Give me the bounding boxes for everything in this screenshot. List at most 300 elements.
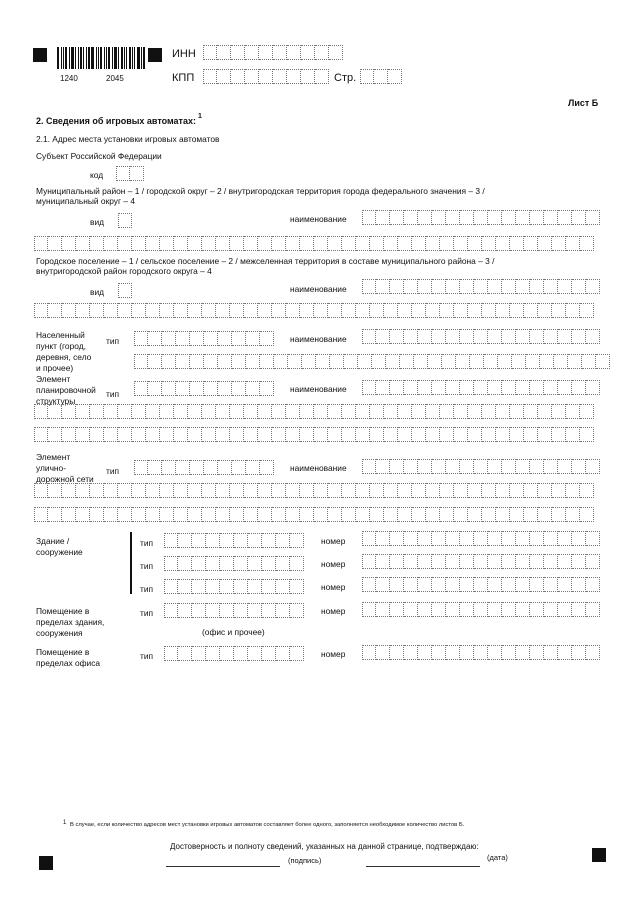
input-cell[interactable]	[328, 404, 342, 419]
input-cell[interactable]	[530, 577, 544, 592]
municipal-vid-field[interactable]	[118, 213, 132, 228]
input-cell[interactable]	[426, 427, 440, 442]
input-cell[interactable]	[217, 69, 231, 84]
locality-name-field-1[interactable]	[362, 329, 600, 344]
input-cell[interactable]	[418, 329, 432, 344]
input-cell[interactable]	[220, 579, 234, 594]
input-cell[interactable]	[482, 236, 496, 251]
input-cell[interactable]	[206, 579, 220, 594]
input-cell[interactable]	[440, 507, 454, 522]
input-cell[interactable]	[418, 380, 432, 395]
input-cell[interactable]	[232, 331, 246, 346]
input-cell[interactable]	[160, 427, 174, 442]
input-cell[interactable]	[586, 210, 600, 225]
input-cell[interactable]	[418, 459, 432, 474]
input-cell[interactable]	[454, 427, 468, 442]
input-cell[interactable]	[496, 427, 510, 442]
input-cell[interactable]	[244, 236, 258, 251]
input-cell[interactable]	[204, 381, 218, 396]
input-cell[interactable]	[524, 483, 538, 498]
input-cell[interactable]	[315, 69, 329, 84]
input-cell[interactable]	[134, 354, 148, 369]
input-cell[interactable]	[384, 236, 398, 251]
input-cell[interactable]	[202, 427, 216, 442]
input-cell[interactable]	[188, 404, 202, 419]
input-cell[interactable]	[586, 329, 600, 344]
input-cell[interactable]	[446, 329, 460, 344]
input-cell[interactable]	[260, 331, 274, 346]
input-cell[interactable]	[164, 646, 178, 661]
input-cell[interactable]	[104, 236, 118, 251]
input-cell[interactable]	[558, 459, 572, 474]
input-cell[interactable]	[216, 507, 230, 522]
input-cell[interactable]	[510, 236, 524, 251]
input-cell[interactable]	[516, 279, 530, 294]
input-cell[interactable]	[510, 404, 524, 419]
input-cell[interactable]	[440, 404, 454, 419]
input-cell[interactable]	[446, 380, 460, 395]
input-cell[interactable]	[544, 380, 558, 395]
input-cell[interactable]	[390, 602, 404, 617]
input-cell[interactable]	[274, 354, 288, 369]
input-cell[interactable]	[258, 483, 272, 498]
input-cell[interactable]	[432, 577, 446, 592]
input-cell[interactable]	[468, 507, 482, 522]
input-cell[interactable]	[558, 577, 572, 592]
input-cell[interactable]	[230, 507, 244, 522]
input-cell[interactable]	[474, 329, 488, 344]
input-cell[interactable]	[62, 483, 76, 498]
input-cell[interactable]	[118, 483, 132, 498]
input-cell[interactable]	[470, 354, 484, 369]
input-cell[interactable]	[231, 45, 245, 60]
input-cell[interactable]	[90, 303, 104, 318]
input-cell[interactable]	[580, 427, 594, 442]
input-cell[interactable]	[544, 645, 558, 660]
input-cell[interactable]	[526, 354, 540, 369]
input-cell[interactable]	[220, 533, 234, 548]
input-cell[interactable]	[160, 303, 174, 318]
input-cell[interactable]	[418, 210, 432, 225]
input-cell[interactable]	[586, 531, 600, 546]
input-cell[interactable]	[176, 354, 190, 369]
locality-name-field-2[interactable]	[134, 354, 610, 369]
input-cell[interactable]	[474, 602, 488, 617]
input-cell[interactable]	[174, 483, 188, 498]
input-cell[interactable]	[412, 236, 426, 251]
input-cell[interactable]	[248, 579, 262, 594]
input-cell[interactable]	[530, 210, 544, 225]
input-cell[interactable]	[488, 554, 502, 569]
input-cell[interactable]	[244, 483, 258, 498]
input-cell[interactable]	[342, 507, 356, 522]
input-cell[interactable]	[248, 533, 262, 548]
input-cell[interactable]	[90, 404, 104, 419]
input-cell[interactable]	[178, 579, 192, 594]
input-cell[interactable]	[530, 531, 544, 546]
input-cell[interactable]	[404, 602, 418, 617]
input-cell[interactable]	[328, 427, 342, 442]
input-cell[interactable]	[468, 236, 482, 251]
input-cell[interactable]	[300, 507, 314, 522]
input-cell[interactable]	[356, 427, 370, 442]
input-cell[interactable]	[390, 329, 404, 344]
input-cell[interactable]	[488, 577, 502, 592]
input-cell[interactable]	[468, 404, 482, 419]
input-cell[interactable]	[404, 380, 418, 395]
input-cell[interactable]	[356, 507, 370, 522]
input-cell[interactable]	[290, 556, 304, 571]
input-cell[interactable]	[362, 380, 376, 395]
input-cell[interactable]	[192, 646, 206, 661]
input-cell[interactable]	[572, 531, 586, 546]
input-cell[interactable]	[566, 483, 580, 498]
input-cell[interactable]	[362, 279, 376, 294]
input-cell[interactable]	[300, 427, 314, 442]
input-cell[interactable]	[388, 69, 402, 84]
input-cell[interactable]	[404, 577, 418, 592]
region-code-field[interactable]	[116, 166, 144, 181]
input-cell[interactable]	[34, 483, 48, 498]
input-cell[interactable]	[362, 554, 376, 569]
input-cell[interactable]	[286, 427, 300, 442]
input-cell[interactable]	[276, 533, 290, 548]
input-cell[interactable]	[362, 329, 376, 344]
input-cell[interactable]	[48, 404, 62, 419]
input-cell[interactable]	[174, 507, 188, 522]
input-cell[interactable]	[558, 645, 572, 660]
input-cell[interactable]	[342, 404, 356, 419]
input-cell[interactable]	[558, 531, 572, 546]
input-cell[interactable]	[418, 602, 432, 617]
input-cell[interactable]	[276, 556, 290, 571]
input-cell[interactable]	[328, 507, 342, 522]
input-cell[interactable]	[358, 354, 372, 369]
input-cell[interactable]	[34, 427, 48, 442]
input-cell[interactable]	[540, 354, 554, 369]
input-cell[interactable]	[262, 579, 276, 594]
input-cell[interactable]	[426, 507, 440, 522]
date-line[interactable]	[366, 866, 480, 867]
input-cell[interactable]	[301, 45, 315, 60]
input-cell[interactable]	[384, 483, 398, 498]
input-cell[interactable]	[390, 531, 404, 546]
input-cell[interactable]	[314, 303, 328, 318]
input-cell[interactable]	[516, 602, 530, 617]
input-cell[interactable]	[260, 381, 274, 396]
input-cell[interactable]	[390, 645, 404, 660]
input-cell[interactable]	[104, 507, 118, 522]
input-cell[interactable]	[286, 507, 300, 522]
input-cell[interactable]	[384, 427, 398, 442]
input-cell[interactable]	[370, 404, 384, 419]
input-cell[interactable]	[245, 69, 259, 84]
input-cell[interactable]	[580, 236, 594, 251]
input-cell[interactable]	[218, 381, 232, 396]
input-cell[interactable]	[516, 380, 530, 395]
input-cell[interactable]	[432, 210, 446, 225]
input-cell[interactable]	[220, 556, 234, 571]
input-cell[interactable]	[502, 279, 516, 294]
input-cell[interactable]	[259, 45, 273, 60]
input-cell[interactable]	[62, 236, 76, 251]
input-cell[interactable]	[132, 404, 146, 419]
input-cell[interactable]	[188, 236, 202, 251]
input-cell[interactable]	[206, 603, 220, 618]
input-cell[interactable]	[418, 577, 432, 592]
input-cell[interactable]	[178, 646, 192, 661]
input-cell[interactable]	[428, 354, 442, 369]
input-cell[interactable]	[232, 460, 246, 475]
input-cell[interactable]	[404, 554, 418, 569]
street-name-field-2[interactable]	[34, 483, 594, 498]
input-cell[interactable]	[216, 404, 230, 419]
input-cell[interactable]	[544, 210, 558, 225]
input-cell[interactable]	[178, 603, 192, 618]
input-cell[interactable]	[202, 236, 216, 251]
settlement-name-field-1[interactable]	[362, 279, 600, 294]
building-type-field-2[interactable]	[164, 556, 304, 571]
input-cell[interactable]	[390, 554, 404, 569]
input-cell[interactable]	[315, 45, 329, 60]
input-cell[interactable]	[48, 483, 62, 498]
input-cell[interactable]	[538, 303, 552, 318]
input-cell[interactable]	[118, 236, 132, 251]
input-cell[interactable]	[118, 404, 132, 419]
input-cell[interactable]	[146, 303, 160, 318]
input-cell[interactable]	[164, 579, 178, 594]
input-cell[interactable]	[474, 531, 488, 546]
input-cell[interactable]	[76, 404, 90, 419]
input-cell[interactable]	[460, 380, 474, 395]
input-cell[interactable]	[146, 236, 160, 251]
input-cell[interactable]	[160, 404, 174, 419]
input-cell[interactable]	[482, 507, 496, 522]
office-type-field[interactable]	[164, 646, 304, 661]
planning-name-field-2[interactable]	[34, 404, 594, 419]
input-cell[interactable]	[446, 459, 460, 474]
building-number-field-1[interactable]	[362, 531, 600, 546]
input-cell[interactable]	[488, 329, 502, 344]
input-cell[interactable]	[116, 166, 130, 181]
input-cell[interactable]	[488, 645, 502, 660]
input-cell[interactable]	[412, 404, 426, 419]
input-cell[interactable]	[482, 427, 496, 442]
input-cell[interactable]	[544, 577, 558, 592]
input-cell[interactable]	[538, 427, 552, 442]
input-cell[interactable]	[482, 483, 496, 498]
input-cell[interactable]	[260, 460, 274, 475]
input-cell[interactable]	[220, 603, 234, 618]
input-cell[interactable]	[516, 554, 530, 569]
input-cell[interactable]	[572, 459, 586, 474]
input-cell[interactable]	[488, 279, 502, 294]
input-cell[interactable]	[468, 427, 482, 442]
input-cell[interactable]	[62, 303, 76, 318]
input-cell[interactable]	[376, 645, 390, 660]
input-cell[interactable]	[216, 236, 230, 251]
input-cell[interactable]	[204, 331, 218, 346]
input-cell[interactable]	[596, 354, 610, 369]
input-cell[interactable]	[572, 380, 586, 395]
input-cell[interactable]	[502, 602, 516, 617]
input-cell[interactable]	[132, 507, 146, 522]
input-cell[interactable]	[234, 579, 248, 594]
input-cell[interactable]	[329, 45, 343, 60]
input-cell[interactable]	[362, 577, 376, 592]
input-cell[interactable]	[426, 404, 440, 419]
input-cell[interactable]	[302, 354, 316, 369]
input-cell[interactable]	[286, 236, 300, 251]
input-cell[interactable]	[432, 531, 446, 546]
input-cell[interactable]	[286, 483, 300, 498]
input-cell[interactable]	[370, 483, 384, 498]
input-cell[interactable]	[404, 210, 418, 225]
input-cell[interactable]	[234, 556, 248, 571]
input-cell[interactable]	[446, 645, 460, 660]
input-cell[interactable]	[206, 533, 220, 548]
input-cell[interactable]	[192, 556, 206, 571]
input-cell[interactable]	[190, 381, 204, 396]
input-cell[interactable]	[530, 602, 544, 617]
input-cell[interactable]	[258, 404, 272, 419]
input-cell[interactable]	[586, 577, 600, 592]
input-cell[interactable]	[90, 427, 104, 442]
input-cell[interactable]	[552, 303, 566, 318]
input-cell[interactable]	[104, 427, 118, 442]
input-cell[interactable]	[446, 279, 460, 294]
input-cell[interactable]	[418, 554, 432, 569]
input-cell[interactable]	[330, 354, 344, 369]
input-cell[interactable]	[356, 483, 370, 498]
input-cell[interactable]	[554, 354, 568, 369]
input-cell[interactable]	[482, 404, 496, 419]
input-cell[interactable]	[300, 483, 314, 498]
input-cell[interactable]	[76, 303, 90, 318]
input-cell[interactable]	[580, 507, 594, 522]
input-cell[interactable]	[460, 329, 474, 344]
input-cell[interactable]	[412, 427, 426, 442]
input-cell[interactable]	[244, 507, 258, 522]
input-cell[interactable]	[232, 381, 246, 396]
input-cell[interactable]	[234, 646, 248, 661]
input-cell[interactable]	[300, 236, 314, 251]
input-cell[interactable]	[502, 645, 516, 660]
input-cell[interactable]	[206, 646, 220, 661]
planning-name-field-3[interactable]	[34, 427, 594, 442]
input-cell[interactable]	[510, 303, 524, 318]
input-cell[interactable]	[272, 507, 286, 522]
input-cell[interactable]	[188, 507, 202, 522]
input-cell[interactable]	[362, 531, 376, 546]
input-cell[interactable]	[496, 236, 510, 251]
input-cell[interactable]	[496, 404, 510, 419]
input-cell[interactable]	[76, 507, 90, 522]
input-cell[interactable]	[286, 404, 300, 419]
input-cell[interactable]	[218, 354, 232, 369]
input-cell[interactable]	[162, 381, 176, 396]
input-cell[interactable]	[432, 554, 446, 569]
input-cell[interactable]	[190, 460, 204, 475]
input-cell[interactable]	[118, 283, 132, 298]
input-cell[interactable]	[580, 404, 594, 419]
input-cell[interactable]	[566, 236, 580, 251]
input-cell[interactable]	[104, 404, 118, 419]
input-cell[interactable]	[188, 483, 202, 498]
signature-line[interactable]	[166, 866, 280, 867]
premises-number-field[interactable]	[362, 602, 600, 617]
input-cell[interactable]	[192, 603, 206, 618]
input-cell[interactable]	[586, 459, 600, 474]
input-cell[interactable]	[582, 354, 596, 369]
input-cell[interactable]	[538, 236, 552, 251]
input-cell[interactable]	[502, 380, 516, 395]
input-cell[interactable]	[412, 507, 426, 522]
input-cell[interactable]	[248, 556, 262, 571]
input-cell[interactable]	[454, 483, 468, 498]
input-cell[interactable]	[404, 279, 418, 294]
input-cell[interactable]	[474, 459, 488, 474]
street-name-field-3[interactable]	[34, 507, 594, 522]
input-cell[interactable]	[516, 210, 530, 225]
input-cell[interactable]	[544, 459, 558, 474]
input-cell[interactable]	[132, 303, 146, 318]
input-cell[interactable]	[418, 531, 432, 546]
input-cell[interactable]	[544, 554, 558, 569]
input-cell[interactable]	[316, 354, 330, 369]
input-cell[interactable]	[216, 483, 230, 498]
input-cell[interactable]	[216, 303, 230, 318]
building-number-field-3[interactable]	[362, 577, 600, 592]
input-cell[interactable]	[203, 69, 217, 84]
input-cell[interactable]	[398, 427, 412, 442]
input-cell[interactable]	[572, 554, 586, 569]
input-cell[interactable]	[246, 331, 260, 346]
input-cell[interactable]	[34, 507, 48, 522]
input-cell[interactable]	[474, 554, 488, 569]
input-cell[interactable]	[496, 507, 510, 522]
input-cell[interactable]	[130, 166, 144, 181]
input-cell[interactable]	[244, 427, 258, 442]
input-cell[interactable]	[384, 303, 398, 318]
input-cell[interactable]	[246, 354, 260, 369]
input-cell[interactable]	[524, 236, 538, 251]
municipal-name-field-1[interactable]	[362, 210, 600, 225]
input-cell[interactable]	[300, 404, 314, 419]
input-cell[interactable]	[530, 554, 544, 569]
input-cell[interactable]	[230, 404, 244, 419]
input-cell[interactable]	[512, 354, 526, 369]
input-cell[interactable]	[262, 646, 276, 661]
input-cell[interactable]	[566, 303, 580, 318]
input-cell[interactable]	[328, 483, 342, 498]
input-cell[interactable]	[404, 645, 418, 660]
input-cell[interactable]	[502, 329, 516, 344]
input-cell[interactable]	[48, 507, 62, 522]
input-cell[interactable]	[258, 236, 272, 251]
input-cell[interactable]	[454, 404, 468, 419]
input-cell[interactable]	[376, 380, 390, 395]
input-cell[interactable]	[432, 459, 446, 474]
input-cell[interactable]	[502, 531, 516, 546]
input-cell[interactable]	[496, 483, 510, 498]
input-cell[interactable]	[544, 602, 558, 617]
input-cell[interactable]	[404, 459, 418, 474]
input-cell[interactable]	[372, 354, 386, 369]
input-cell[interactable]	[488, 380, 502, 395]
input-cell[interactable]	[566, 507, 580, 522]
input-cell[interactable]	[460, 279, 474, 294]
